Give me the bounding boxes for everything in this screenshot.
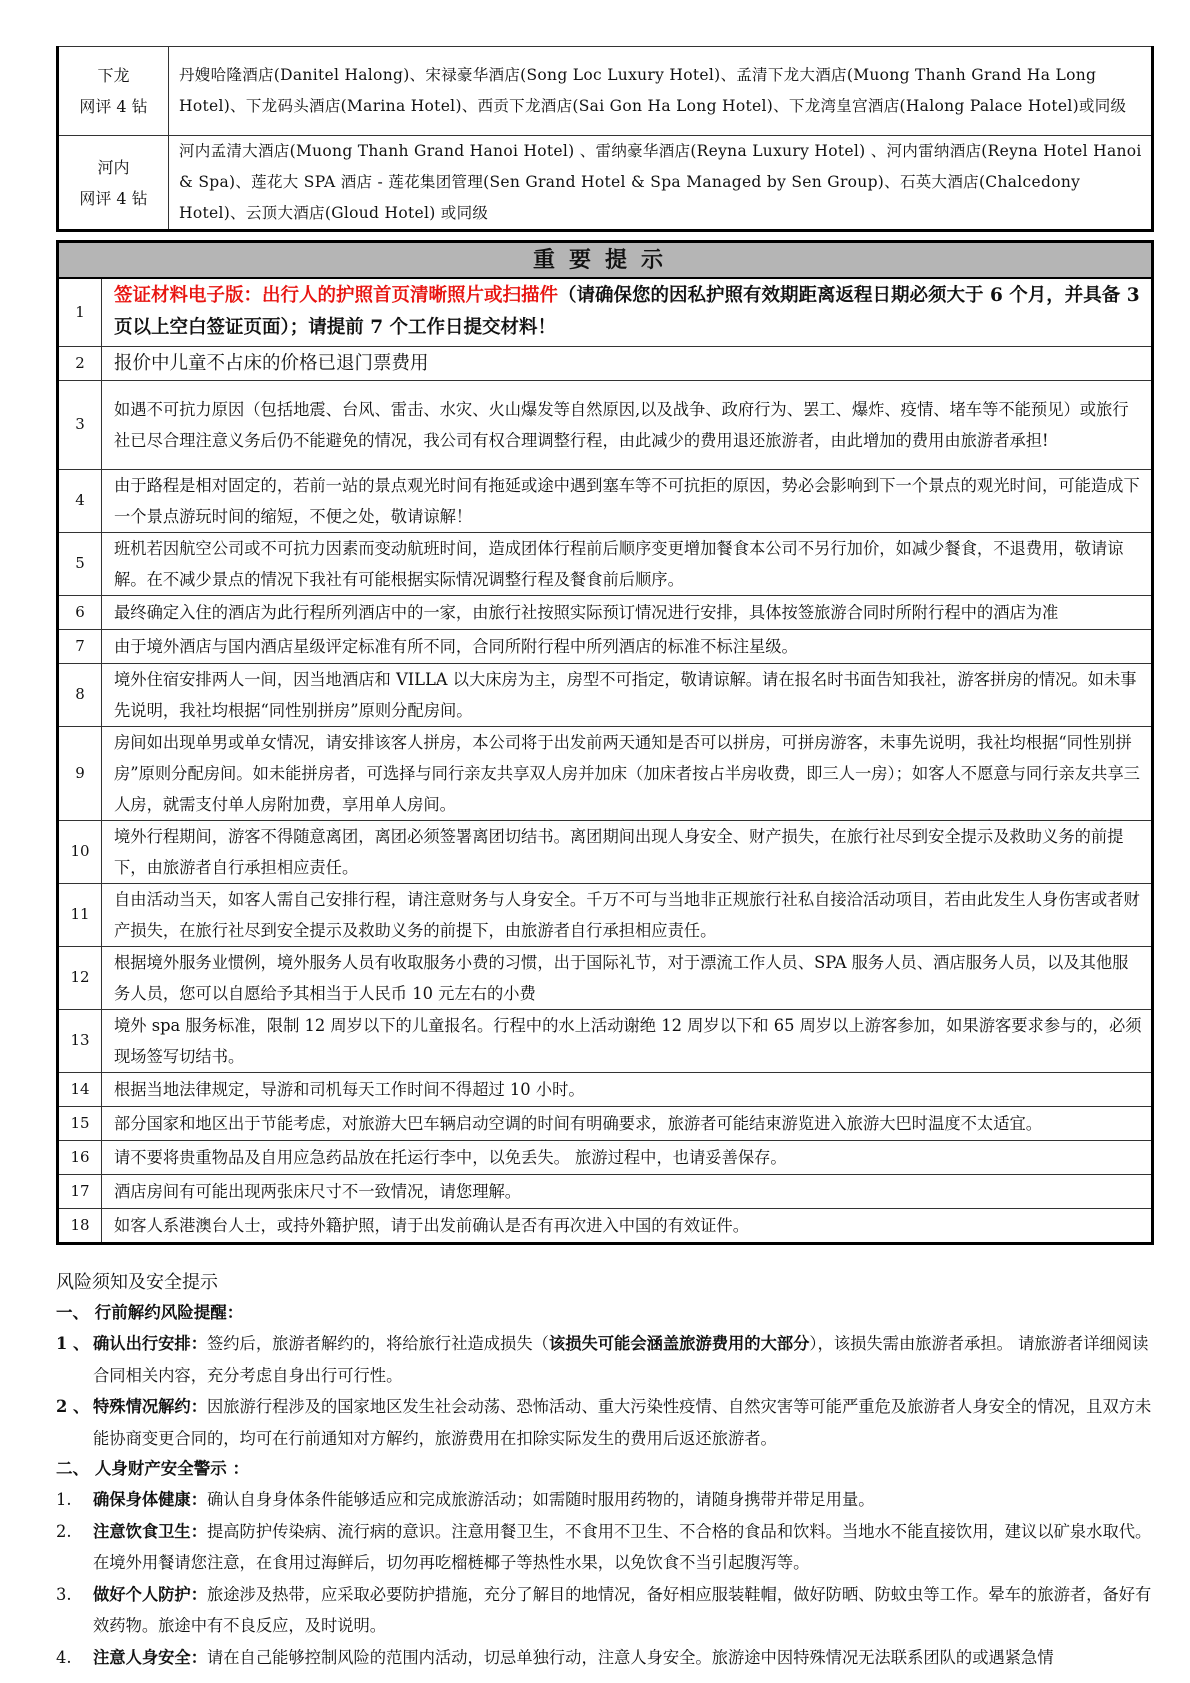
hotel-city-cell	[58, 136, 169, 231]
note-number: 3	[58, 380, 102, 469]
note-text: 境外 spa 服务标准，限制 12 周岁以下的儿童报名。行程中的水上活动谢绝 12 周岁以下和 65 周岁以上游客参加，如果游客要求参与的，必须现场签写切结书。	[102, 1009, 1153, 1072]
note-row	[58, 346, 1153, 380]
safety-item-label: 确保身体健康：	[93, 1490, 207, 1509]
note-text: 根据当地法律规定，导游和司机每天工作时间不得超过 10 小时。	[102, 1072, 1153, 1106]
note-number: 8	[58, 663, 102, 726]
hotel-row-hanoi	[58, 136, 1153, 231]
risk-section-heading: 一、 行前解约风险提醒：	[56, 1303, 244, 1322]
note-number: 7	[58, 629, 102, 663]
note-row	[58, 1208, 1153, 1243]
safety-item-text: 请在自己能够控制风险的范围内活动，切忌单独行动，注意人身安全。旅游途中因特殊情况无法联系团队的或遇紧急情	[206, 1647, 1054, 1667]
safety-item-label: 做好个人防护：	[93, 1584, 207, 1604]
note-row	[58, 595, 1153, 629]
note-number: 5	[58, 532, 102, 595]
hotel-row-halong	[58, 47, 1153, 136]
note-text: 最终确定入住的酒店为此行程所列酒店中的一家，由旅行社按照实际预订情况进行安排，具体按签旅游合同时所附行程中的酒店为准	[102, 595, 1153, 629]
risk-item-number: 2 、	[56, 1397, 90, 1416]
important-notes-table	[56, 240, 1154, 1245]
note-row	[58, 380, 1153, 469]
note-row	[58, 1072, 1153, 1106]
safety-item-text: 提高防护传染病、流行病的意识。注意用餐卫生，不食用不卫生、不合格的食品和饮料。当地水不能直接饮用，建议以矿泉水取代。在境外用餐请您注意，在食用过海鲜后，切勿再吃榴梿椰子等热性水果，以免饮食不当引起腹泻等。	[93, 1521, 1152, 1572]
note-row	[58, 1140, 1153, 1174]
safety-item-label: 注意饮食卫生：	[93, 1521, 207, 1541]
note-text	[102, 278, 1153, 346]
note-number: 17	[58, 1174, 102, 1208]
safety-item-number: 4.	[56, 1647, 72, 1667]
note-text: 自由活动当天，如客人需自己安排行程，请注意财务与人身安全。千万不可与当地非正规旅行社私自接洽活动项目，若由此发生人身伤害或者财产损失，在旅行社尽到安全提示及救助义务的前提下，由旅游者自行承担相应责任。	[102, 883, 1153, 946]
note-row	[58, 532, 1153, 595]
hotel-city: 河内	[97, 157, 130, 177]
note-text: 班机若因航空公司或不可抗力因素而变动航班时间，造成团体行程前后顺序变更增加餐食本公司不另行加价，如减少餐食，不退费用，敬请谅解。在不减少景点的情况下我社有可能根据实际情况调整行程及餐食前后顺序。	[102, 532, 1153, 595]
risk-section-heading: 二、 人身财产安全警示 ：	[56, 1459, 249, 1478]
hotel-list: 河内孟清大酒店(Muong Thanh Grand Hanoi Hotel) 、雷纳豪华酒店(Reyna Luxury Hotel) 、河内雷纳酒店(Reyna Hotel Hanoi & Spa)、莲花大 SPA 酒店 - 莲花集团管理(Sen Grand Hotel & Spa Managed by Sen Group)、石英大酒店(Chalcedony Hotel)、云顶大酒店(Gloud Hotel) 或同级	[169, 136, 1153, 231]
notes-header: 重要提示	[58, 242, 1153, 279]
note-row	[58, 726, 1153, 820]
note-row	[58, 946, 1153, 1009]
note-number: 1	[58, 278, 102, 346]
hotel-city-cell	[58, 47, 169, 136]
note-number: 12	[58, 946, 102, 1009]
risk-item-text-rest: ），该损失需由旅游者承担。 请旅游者详细阅读合同相关内容，充分考虑自身出行可行性。	[93, 1334, 1149, 1385]
risk-item-emphasis: 该损失可能会涵盖旅游费用的大部分	[548, 1334, 810, 1353]
note-row	[58, 629, 1153, 663]
note-number: 11	[58, 883, 102, 946]
safety-item-text: 确认自身身体条件能够适应和完成旅游活动；如需随时服用药物的，请随身携带并带足用量。	[206, 1490, 875, 1509]
note-row	[58, 820, 1153, 883]
safety-item-number: 1.	[56, 1490, 72, 1509]
note-text-rest: （请确保您的因私护照有效期距离返程日期必须大于 6 个月，并具备 3 页以上空白签证页面）；请提前 7 个工作日提交材料！	[114, 285, 1140, 339]
note-text: 由于路程是相对固定的，若前一站的景点观光时间有拖延或途中遇到塞车等不可抗拒的原因，势必会影响到下一个景点的观光时间，可能造成下一个景点游玩时间的缩短，不便之处，敬请谅解！	[102, 469, 1153, 532]
hotel-rating: 网评 4 钻	[79, 188, 148, 208]
risk-title: 风险须知及安全提示	[56, 1272, 218, 1293]
note-highlight: 签证材料电子版：出行人的护照首页清晰照片或扫描件	[114, 285, 559, 307]
note-row	[58, 1174, 1153, 1208]
risk-section	[56, 1268, 1156, 1673]
note-text: 由于境外酒店与国内酒店星级评定标准有所不同，合同所附行程中所列酒店的标准不标注星级。	[102, 629, 1153, 663]
note-text: 请不要将贵重物品及自用应急药品放在托运行李中，以免丢失。 旅游过程中，也请妥善保存。	[102, 1140, 1153, 1174]
safety-item	[56, 1579, 1156, 1642]
risk-item-label: 特殊情况解约：	[93, 1397, 207, 1416]
risk-item	[56, 1391, 1156, 1454]
note-row	[58, 278, 1153, 346]
risk-item-text: 因旅游行程涉及的国家地区发生社会动荡、恐怖活动、重大污染性疫情、自然灾害等可能严重危及旅游者人身安全的情况，且双方未能协商变更合同的，均可在行前通知对方解约，旅游费用在扣除实际发生的费用后返还旅游者。	[93, 1397, 1152, 1448]
note-text: 境外住宿安排两人一间，因当地酒店和 VILLA 以大床房为主，房型不可指定，敬请谅解。请在报名时书面告知我社，游客拼房的情况。如未事先说明，我社均根据“同性别拼房”原则分配房间。	[102, 663, 1153, 726]
safety-item-number: 3.	[56, 1584, 72, 1604]
hotel-city: 下龙	[97, 66, 130, 85]
safety-item-number: 2.	[56, 1521, 72, 1541]
note-number: 6	[58, 595, 102, 629]
note-number: 10	[58, 820, 102, 883]
safety-item-label: 注意人身安全：	[93, 1647, 207, 1667]
note-text: 房间如出现单男或单女情况，请安排该客人拼房，本公司将于出发前两天通知是否可以拼房，可拼房游客，未事先说明，我社均根据“同性别拼房”原则分配房间。如未能拼房者，可选择与同行亲友共享双人房并加床（加床者按占半房收费，即三人一房）；如客人不愿意与同行亲友共享三人房，就需支付单人房附加费，享用单人房间。	[102, 726, 1153, 820]
safety-item	[56, 1484, 1156, 1516]
note-text: 如遇不可抗力原因（包括地震、台风、雷击、水灾、火山爆发等自然原因,以及战争、政府行为、罢工、爆炸、疫情、堵车等不能预见）或旅行社已尽合理注意义务后仍不能避免的情况，我公司有权合理调整行程，由此减少的费用退还旅游者，由此增加的费用由旅游者承担!	[102, 380, 1153, 469]
note-text: 部分国家和地区出于节能考虑，对旅游大巴车辆启动空调的时间有明确要求，旅游者可能结束游览进入旅游大巴时温度不太适宜。	[102, 1106, 1153, 1140]
note-text: 报价中儿童不占床的价格已退门票费用	[102, 346, 1153, 380]
note-number: 16	[58, 1140, 102, 1174]
risk-item-number: 1 、	[56, 1334, 90, 1353]
safety-item	[56, 1516, 1156, 1579]
hotel-list: 丹嫂哈隆酒店(Danitel Halong)、宋禄豪华酒店(Song Loc Luxury Hotel)、孟清下龙大酒店(Muong Thanh Grand Ha Long Hotel)、下龙码头酒店(Marina Hotel)、西贡下龙酒店(Sai Gon Ha Long Hotel)、下龙湾皇宫酒店(Halong Palace Hotel)或同级	[169, 47, 1153, 136]
note-number: 15	[58, 1106, 102, 1140]
note-number: 14	[58, 1072, 102, 1106]
note-row	[58, 663, 1153, 726]
note-row	[58, 469, 1153, 532]
risk-item-text: 签约后，旅游者解约的，将给旅行社造成损失（	[206, 1334, 549, 1353]
note-text: 根据境外服务业惯例，境外服务人员有收取服务小费的习惯，出于国际礼节，对于漂流工作人员、SPA 服务人员、酒店服务人员，以及其他服务人员，您可以自愿给予其相当于人民币 10 元左右的小费	[102, 946, 1153, 1009]
note-text: 境外行程期间，游客不得随意离团，离团必须签署离团切结书。离团期间出现人身安全、财产损失，在旅行社尽到安全提示及救助义务的前提下，由旅游者自行承担相应责任。	[102, 820, 1153, 883]
note-number: 13	[58, 1009, 102, 1072]
hotel-rating: 网评 4 钻	[79, 97, 148, 116]
hotel-table	[56, 46, 1154, 232]
note-row	[58, 883, 1153, 946]
note-row	[58, 1106, 1153, 1140]
safety-item	[56, 1642, 1156, 1674]
note-text: 酒店房间有可能出现两张床尺寸不一致情况，请您理解。	[102, 1174, 1153, 1208]
note-number: 4	[58, 469, 102, 532]
note-number: 18	[58, 1208, 102, 1243]
safety-item-text: 旅途涉及热带，应采取必要防护措施，充分了解目的地情况，备好相应服装鞋帽，做好防晒、防蚊虫等工作。晕车的旅游者，备好有效药物。旅途中有不良反应，及时说明。	[93, 1584, 1152, 1635]
note-text: 如客人系港澳台人士，或持外籍护照，请于出发前确认是否有再次进入中国的有效证件。	[102, 1208, 1153, 1243]
note-row	[58, 1009, 1153, 1072]
risk-item-label: 确认出行安排：	[93, 1334, 207, 1353]
notes-header-row	[58, 242, 1153, 279]
note-number: 2	[58, 346, 102, 380]
note-number: 9	[58, 726, 102, 820]
risk-item	[56, 1328, 1156, 1391]
